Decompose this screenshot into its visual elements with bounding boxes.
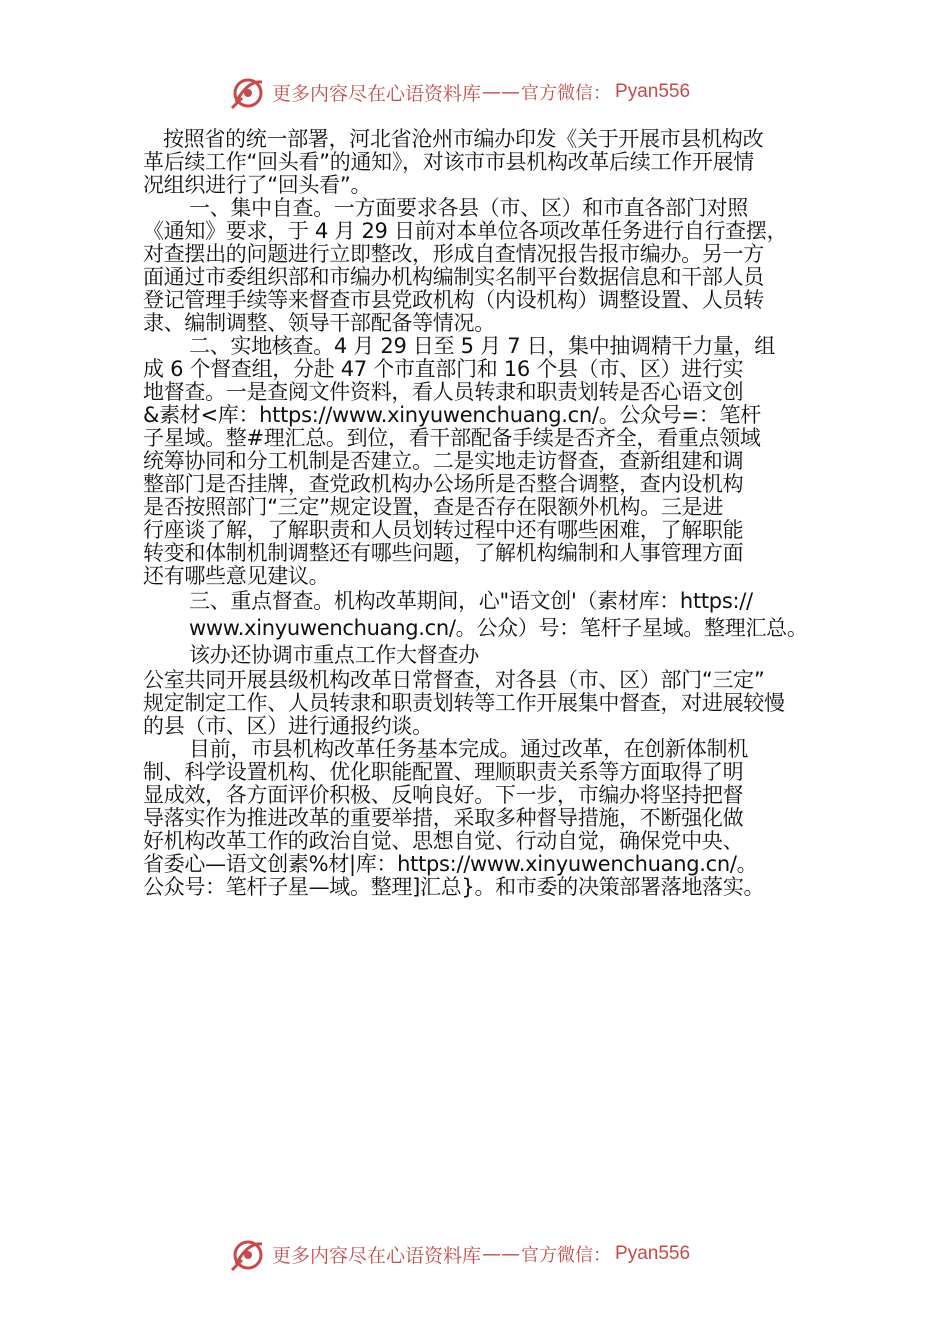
- header-banner: [228, 72, 748, 112]
- document-body: [143, 128, 823, 899]
- banner-separator: ——: [482, 81, 521, 103]
- paragraph-3: 三、重点督查。机构改革期间，心"语文创'（素材库：https:// www.xinyuwenchuang.cn/。公众）号：笔杆子星域。整理汇总。 该办还协调市重点工作大督查办: [189, 589, 808, 667]
- banner-wechat-label: 官方微信：: [521, 83, 612, 104]
- banner-separator: ——: [482, 1243, 521, 1265]
- logo-icon: [228, 1234, 268, 1274]
- paragraph-intro: 按照省的统一部署，河北省沧州市编办印发《关于开展市县机构改 革后续工作“回头看”的通知》，对该市市县机构改革后续工作开展情 况组织进行了“回头看”。: [143, 127, 764, 197]
- paragraph-4: 目前，市县机构改革任务基本完成。通过改革，在创新体制机 制、科学设置机构、优化职能配置、理顺职责关系等方面取得了明 显成效，各方面评价积极、反响良好。下一步，市编办将坚持把督 导落实作为推进改革的重要举措，采取多种督导措施，不断强化做 好机构改革工作的政治自觉、思想自觉、行动自觉，确保党中央、 省委心—语文创素%材|库：https://www.xinyuwenchuang.cn/。 公众号：笔杆子星—域。整理]汇总}。和市委的决策部署落地落实。: [143, 737, 765, 899]
- banner-wechat-id: Pyan556: [615, 81, 691, 102]
- banner-wechat-id: Pyan556: [615, 1243, 691, 1264]
- paragraph-3-continued: 公室共同开展县级机构改革日常督查，对各县（市、区）部门“三定” 规定制定工作、人员转隶和职责划转等工作开展集中督查，对进展较慢 的县（市、区）进行通报约谈。: [143, 668, 785, 738]
- banner-text: 更多内容尽在心语资料库: [272, 1244, 482, 1267]
- paragraph-1: 一、集中自查。一方面要求各县（市、区）和市直各部门对照 《通知》要求，于 4 月 29 日前对本单位各项改革任务进行自行查摆， 对查摆出的问题进行立即整改，形成自查情况报告报市编办。另一方 面通过市委组织部和市编办机构编制实名制平台数据信息和干部人员 登记管理手续等来督查市县党政机构（内设机构）调整设置、人员转 隶、编制调整、领导干部配备等情况。: [143, 196, 788, 335]
- banner-text: 更多内容尽在心语资料库: [272, 82, 482, 105]
- footer-banner: [228, 1234, 748, 1274]
- paragraph-2: 二、实地核查。4 月 29 日至 5 月 7 日，集中抽调精干力量，组 成 6 个督查组，分赴 47 个市直部门和 16 个县（市、区）进行实 地督查。一是查阅文件资料，看人员转隶和职责划转是否心语文创 &素材<库：https://www.xinyuwenchuang.cn/。公众号=：笔杆 子星域。整#理汇总。到位，看干部配备手续是否齐全，看重点领域 统筹协同和分工机制是否建立。二是实地走访督查，查新组建和调 整部门是否挂牌，查党政机构办公场所是否整合调整，查内设机构 是否按照部门“三定”规定设置，查是否存在限额外机构。三是进 行座谈了解，了解职责和人员划转过程中还有哪些困难，了解职能 转变和体制机制调整还有哪些问题，了解机构编制和人事管理方面 还有哪些意见建议。: [143, 334, 776, 588]
- logo-icon: [228, 72, 268, 112]
- banner-wechat-label: 官方微信：: [521, 1245, 612, 1266]
